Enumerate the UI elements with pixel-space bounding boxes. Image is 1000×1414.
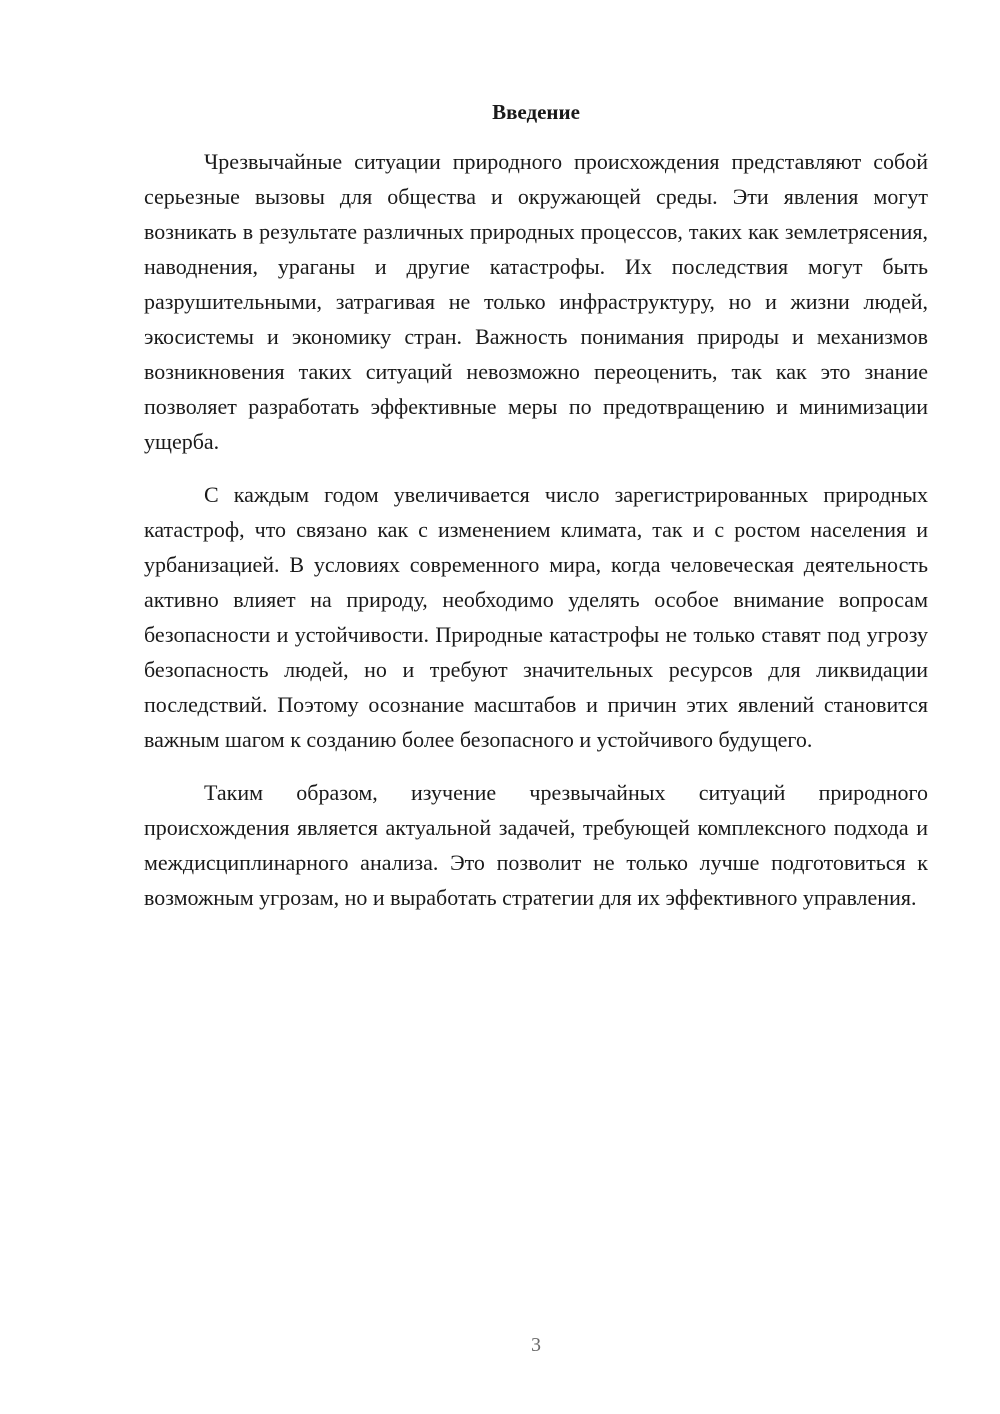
section-heading: Введение [492, 100, 580, 124]
page-number: 3 [531, 1334, 541, 1356]
paragraph-1: Чрезвычайные ситуации природного происхождения представляют собой серьезные вызовы для общества и окружающей среды. Эти явления могут возникать в результате различных природных процессов, таких как землетрясения, наводнения, ураганы и другие катастрофы. Их последствия могут быть разрушительными, затрагивая не только инфраструктуру, но и жизни людей, экосистемы и экономику стран. Важность понимания природы и механизмов возникновения таких ситуаций невозможно переоценить, так как это знание позволяет разработать эффективные меры по предотвращению и минимизации ущерба. [144, 149, 928, 454]
page-body [144, 98, 928, 915]
paragraph-3: Таким образом, изучение чрезвычайных ситуаций природного происхождения является актуальной задачей, требующей комплексного подхода и междисциплинарного анализа. Это позволит не только лучше подготовиться к возможным угрозам, но и выработать стратегии для их эффективного управления. [144, 780, 928, 910]
paragraph-2: С каждым годом увеличивается число зарегистрированных природных катастроф, что связано как с изменением климата, так и с ростом населения и урбанизацией. В условиях современного мира, когда человеческая деятельность активно влияет на природу, необходимо уделять особое внимание вопросам безопасности и устойчивости. Природные катастрофы не только ставят под угрозу безопасность людей, но и требуют значительных ресурсов для ликвидации последствий. Поэтому осознание масштабов и причин этих явлений становится важным шагом к созданию более безопасного и устойчивого будущего. [144, 482, 928, 752]
